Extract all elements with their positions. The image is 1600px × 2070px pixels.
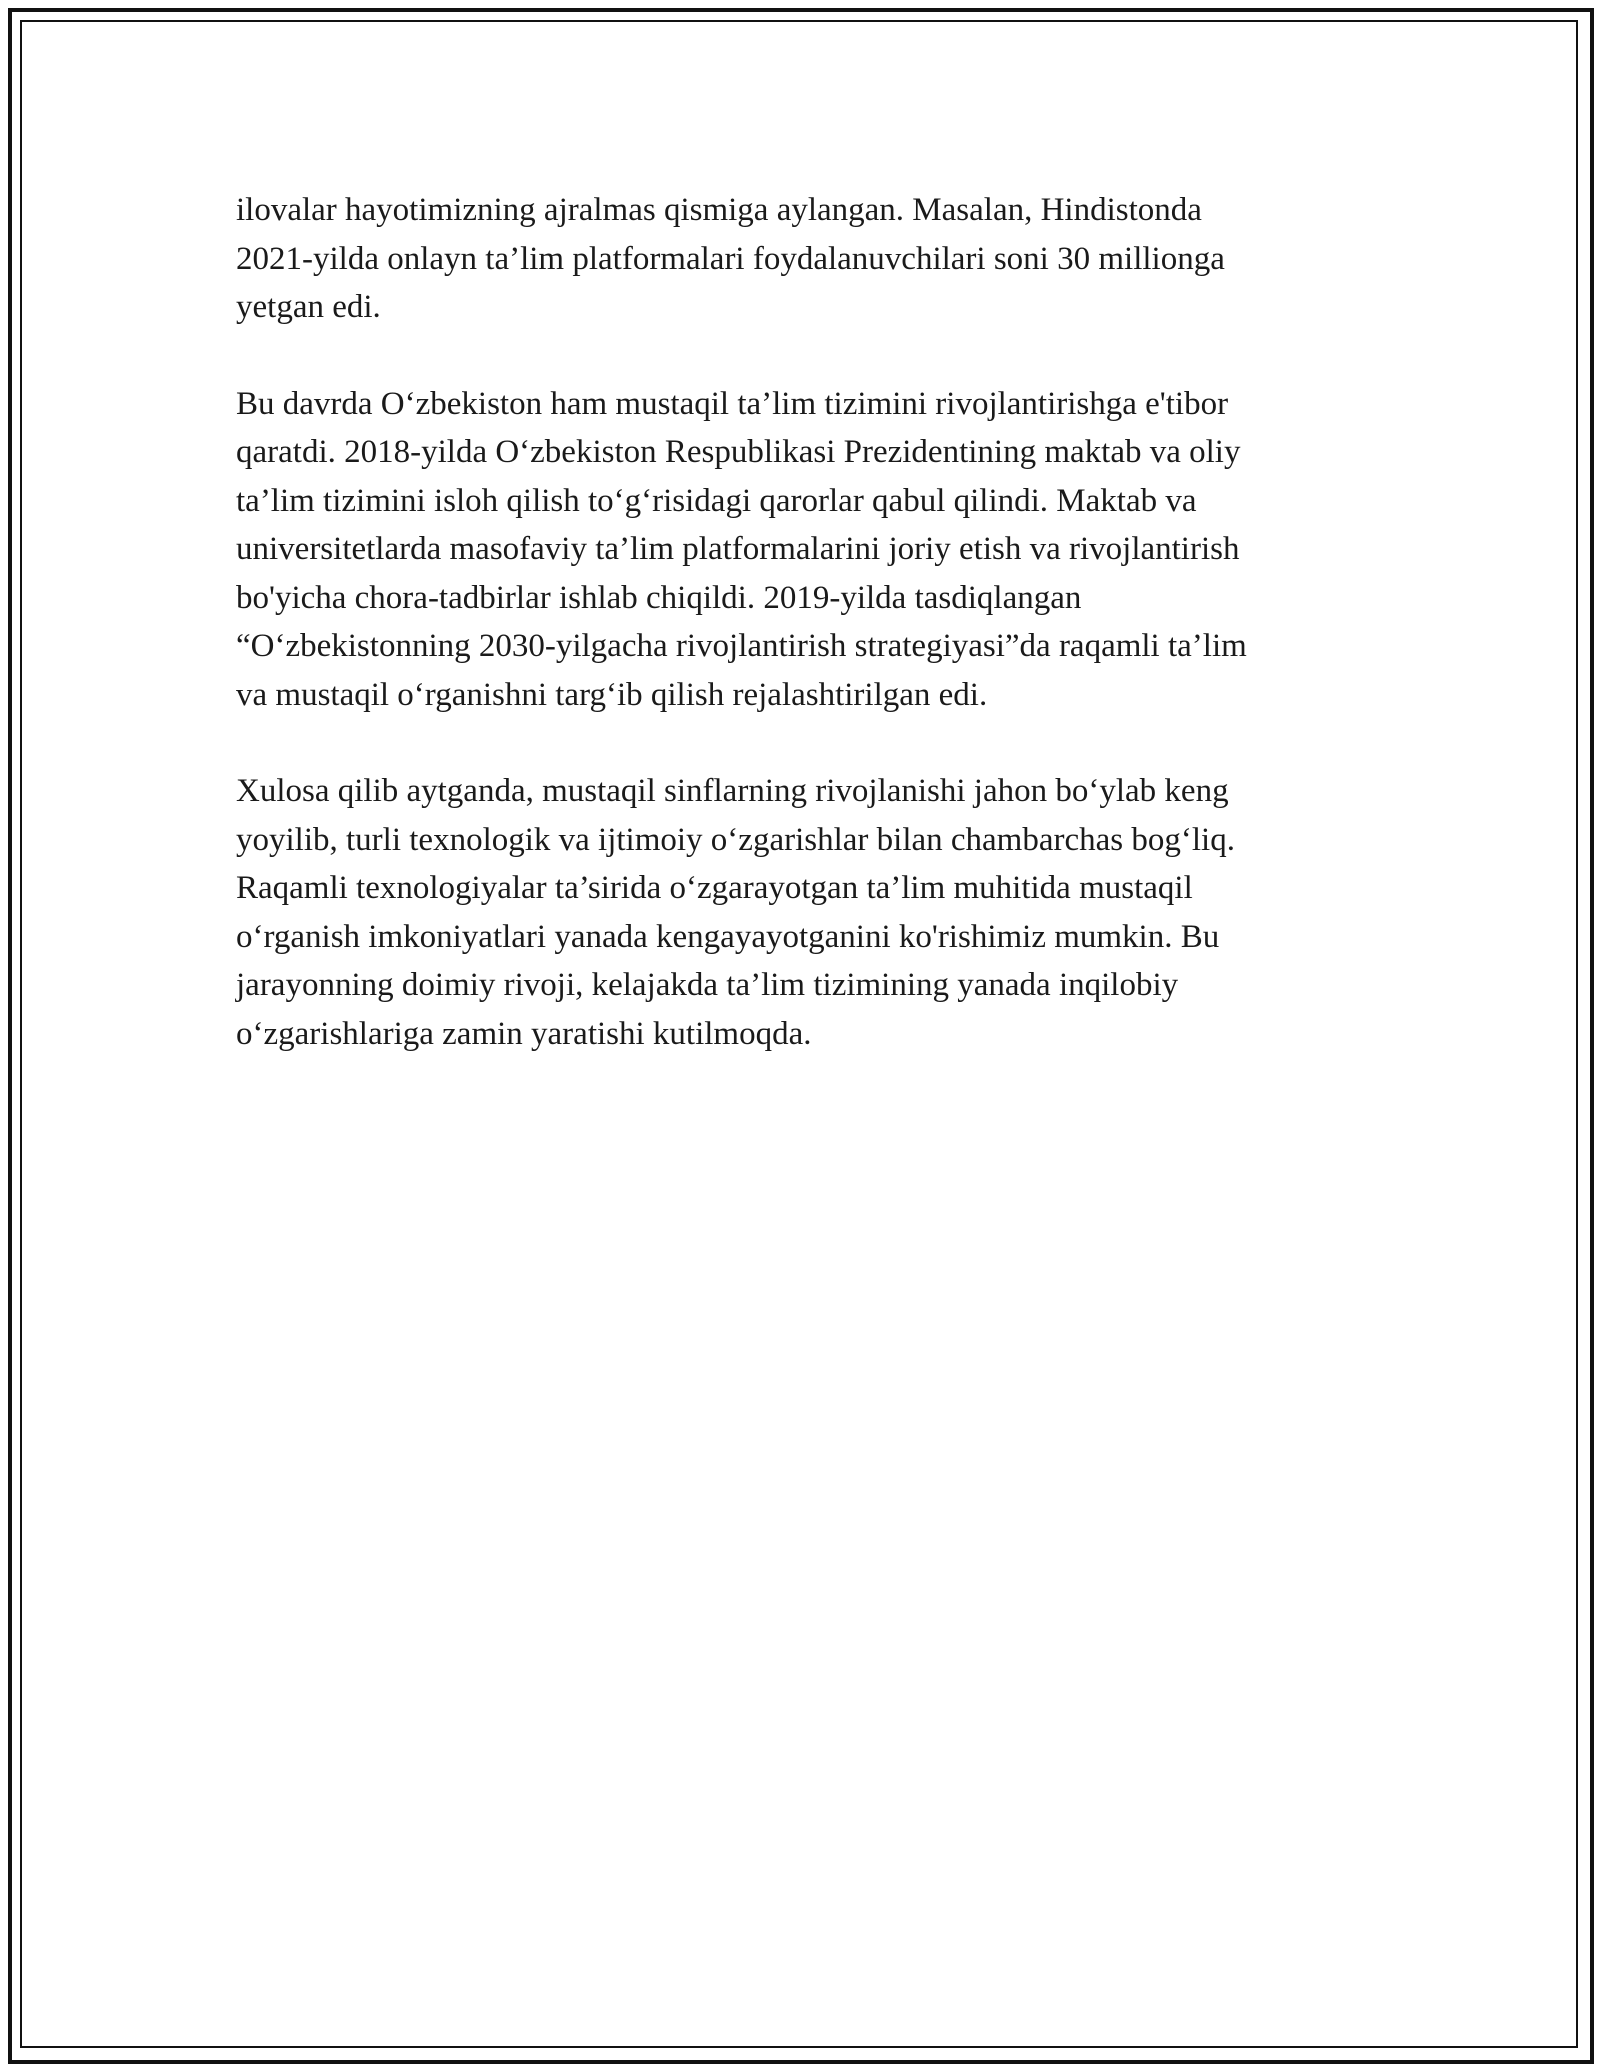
text-line: qaratdi. 2018-yilda O‘zbekiston Respublikasi Prezidentining maktab va oliy (236, 434, 1241, 470)
text-line: Raqamli texnologiyalar ta’sirida o‘zgarayotgan ta’lim muhitida mustaqil (236, 870, 1193, 906)
text-line: yetgan edi. (236, 289, 381, 325)
paragraph-1 (236, 186, 1366, 332)
text-line: ta’lim tizimini isloh qilish to‘g‘risidagi qarorlar qabul qilindi. Maktab va (236, 482, 1197, 519)
text-line: 2021-yilda onlayn ta’lim platformalari foydalanuvchilari soni 30 millionga (236, 240, 1225, 277)
text-line: bo'yicha chora-tadbirlar ishlab chiqildi. 2019-yilda tasdiqlangan (236, 579, 1082, 616)
text-line: universitetlarda masofaviy ta’lim platformalarini joriy etish va rivojlantirish (236, 531, 1240, 567)
text-line: jarayonning doimiy rivoji, kelajakda ta’lim tizimining yanada inqilobiy (236, 967, 1179, 1003)
text-line: va mustaqil o‘rganishni targ‘ib qilish rejalashtirilgan edi. (236, 676, 988, 713)
text-line: “O‘zbekistonning 2030-yilgacha rivojlantirish strategiyasi”da raqamli ta’lim (236, 628, 1247, 664)
text-line: o‘zgarishlariga zamin yaratishi kutilmoqda. (236, 1015, 812, 1052)
text-line: Xulosa qilib aytganda, mustaqil sinflarning rivojlanishi jahon bo‘ylab keng (236, 773, 1229, 809)
text-line: ilovalar hayotimizning ajralmas qismiga aylangan. Masalan, Hindistonda (236, 192, 1202, 228)
text-line: Bu davrda O‘zbekiston ham mustaqil ta’lim tizimini rivojlantirishga e'tibor (236, 385, 1229, 422)
paragraph-3 (236, 767, 1366, 1058)
paragraph-2 (236, 380, 1366, 720)
document-body (236, 186, 1366, 1106)
text-line: yoyilib, turli texnologik va ijtimoiy o‘zgarishlar bilan chambarchas bog‘liq. (236, 821, 1235, 858)
text-line: o‘rganish imkoniyatlari yanada kengayayotganini ko'rishimiz mumkin. Bu (236, 918, 1220, 955)
